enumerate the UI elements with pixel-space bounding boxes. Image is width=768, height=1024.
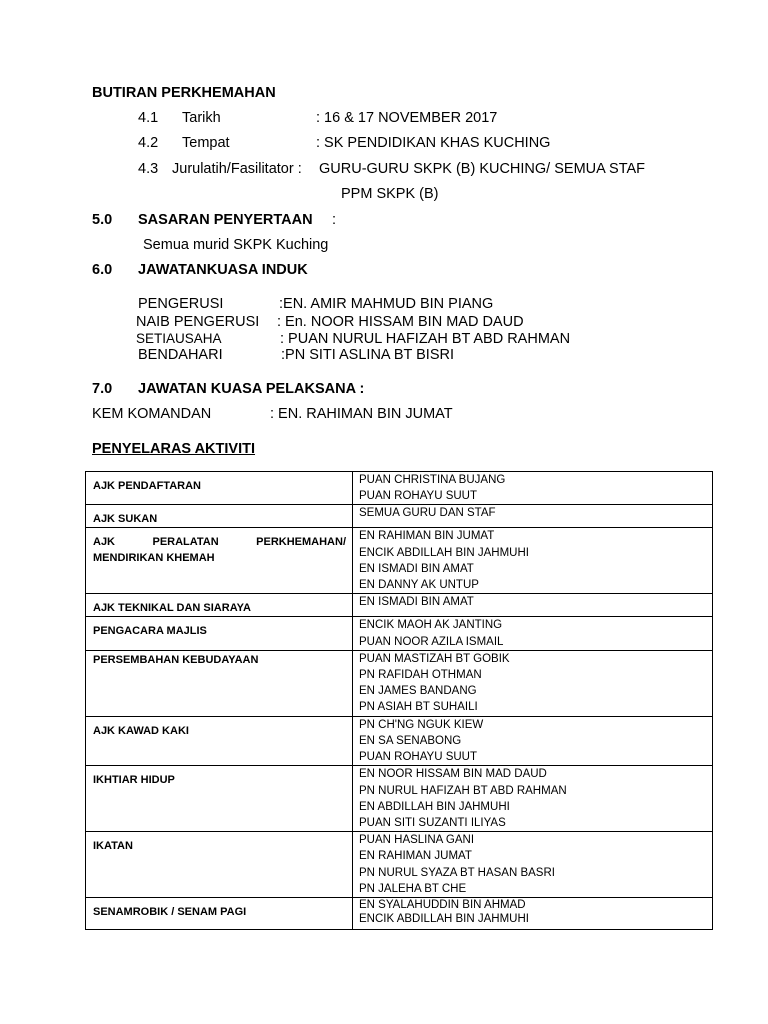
members-cell [353, 716, 713, 766]
item-4-2-label: Tempat [182, 135, 230, 151]
committee-cell [86, 505, 353, 528]
committee-label: AJK TEKNIKAL DAN SIARAYA [93, 602, 251, 615]
item-4-3-value: GURU-GURU SKPK (B) KUCHING/ SEMUA STAF [319, 161, 646, 177]
committee-label: PERSEMBAHAN KEBUDAYAAN [93, 653, 259, 666]
member-name: PUAN MASTIZAH BT GOBIK [359, 652, 510, 665]
table-row [86, 832, 713, 898]
pelaksana-num: 7.0 [92, 381, 113, 397]
committee-label: PENGACARA MAJLIS [93, 625, 207, 638]
members-cell [353, 528, 713, 594]
member-name: ENCIK ABDILLAH BIN JAHMUHI [359, 913, 529, 926]
member-name: PUAN HASLINA GANI [359, 834, 475, 847]
member-name: EN DANNY AK UNTUP [359, 579, 479, 592]
members-cell [353, 594, 713, 617]
committee-cell [86, 650, 353, 716]
item-4-2-num: 4.2 [138, 135, 159, 151]
penyelaras-heading: PENYELARAS AKTIVITI [92, 441, 256, 457]
member-name: PN CH'NG NGUK KIEW [359, 718, 484, 731]
induk-role-naib: NAIB PENGERUSI [136, 314, 260, 330]
member-name: EN ABDILLAH BIN JAHMUHI [359, 800, 510, 813]
member-name: ENCIK ABDILLAH BIN JAHMUHI [359, 546, 529, 559]
committee-cell [86, 832, 353, 898]
item-4-3-label: Jurulatih/Fasilitator : [172, 161, 302, 177]
induk-role-pengerusi: PENGERUSI [138, 296, 224, 312]
induk-role-setiausaha: SETIAUSAHA [136, 331, 222, 346]
butiran-heading: BUTIRAN PERKHEMAHAN [92, 85, 276, 101]
committee-cell [86, 528, 353, 594]
committee-label: AJK PERALATAN PERKHEMAHAN/ MENDIRIKAN KHEMAH [93, 536, 346, 565]
committee-label: AJK PENDAFTARAN [93, 480, 201, 492]
member-name: EN ISMADI BIN AMAT [359, 596, 474, 609]
members-cell [353, 472, 713, 505]
table-row [86, 528, 713, 594]
induk-num: 6.0 [92, 262, 113, 278]
member-name: PN JALEHA BT CHE [359, 882, 467, 895]
table-row [86, 650, 713, 716]
member-name: EN ISMADI BIN AMAT [359, 562, 474, 575]
member-name: PUAN ROHAYU SUUT [359, 751, 477, 764]
item-4-3-num: 4.3 [138, 161, 159, 177]
members-cell [353, 832, 713, 898]
table-row [86, 716, 713, 766]
item-4-1-value: : 16 & 17 NOVEMBER 2017 [316, 110, 498, 126]
table-row [86, 472, 713, 505]
member-name: EN RAHIMAN BIN JUMAT [359, 530, 495, 543]
committee-cell [86, 594, 353, 617]
member-name: PUAN ROHAYU SUUT [359, 490, 477, 503]
members-cell [353, 617, 713, 650]
induk-name-bendahari: :PN SITI ASLINA BT BISRI [281, 347, 454, 363]
item-4-1-label: Tarikh [182, 110, 221, 126]
member-name: PN NURUL HAFIZAH BT ABD RAHMAN [359, 784, 567, 797]
item-4-2-value: : SK PENDIDIKAN KHAS KUCHING [316, 135, 551, 151]
member-name: PN NURUL SYAZA BT HASAN BASRI [359, 866, 555, 879]
table-row [86, 594, 713, 617]
penyelaras-table [85, 471, 713, 930]
komandan-label: KEM KOMANDAN [92, 406, 212, 422]
sasaran-colon: : [332, 212, 337, 228]
member-name: EN SA SENABONG [359, 735, 462, 748]
table-row [86, 617, 713, 650]
induk-name-pengerusi: :EN. AMIR MAHMUD BIN PIANG [279, 296, 494, 312]
members-cell [353, 898, 713, 930]
members-cell [353, 766, 713, 832]
committee-label: AJK KAWAD KAKI [93, 724, 189, 737]
committee-label: AJK SUKAN [93, 513, 158, 526]
induk-name-naib: : En. NOOR HISSAM BIN MAD DAUD [277, 314, 524, 330]
member-name: PN ASIAH BT SUHAILI [359, 701, 478, 714]
committee-label: IKHTIAR HIDUP [93, 774, 175, 787]
induk-role-bendahari: BENDAHARI [138, 347, 223, 363]
table-row [86, 766, 713, 832]
sasaran-heading: SASARAN PENYERTAAN [138, 212, 313, 228]
member-name: EN NOOR HISSAM BIN MAD DAUD [359, 768, 547, 781]
committee-label: SENAMROBIK / SENAM PAGI [93, 906, 247, 919]
member-name: PN RAFIDAH OTHMAN [359, 669, 482, 682]
member-name: SEMUA GURU DAN STAF [359, 507, 496, 520]
committee-cell [86, 472, 353, 505]
members-cell [353, 650, 713, 716]
induk-name-setiausaha: : PUAN NURUL HAFIZAH BT ABD RAHMAN [280, 331, 571, 347]
item-4-3-value-cont: PPM SKPK (B) [341, 186, 439, 202]
sasaran-text: Semua murid SKPK Kuching [143, 237, 329, 253]
sasaran-num: 5.0 [92, 212, 113, 228]
member-name: PUAN CHRISTINA BUJANG [359, 474, 506, 486]
item-4-1-num: 4.1 [138, 110, 159, 126]
table-row [86, 898, 713, 930]
committee-cell [86, 766, 353, 832]
committee-cell [86, 716, 353, 766]
committee-cell [86, 617, 353, 650]
induk-heading: JAWATANKUASA INDUK [138, 262, 308, 278]
pelaksana-heading: JAWATAN KUASA PELAKSANA : [138, 381, 365, 397]
member-name: ENCIK MAOH AK JANTING [359, 619, 503, 632]
committee-cell [86, 898, 353, 930]
member-name: EN SYALAHUDDIN BIN AHMAD [359, 899, 526, 912]
member-name: EN RAHIMAN JUMAT [359, 850, 472, 863]
member-name: EN JAMES BANDANG [359, 685, 477, 698]
member-name: PUAN NOOR AZILA ISMAIL [359, 635, 504, 648]
members-cell [353, 505, 713, 528]
komandan-value: : EN. RAHIMAN BIN JUMAT [270, 406, 453, 422]
table-row [86, 505, 713, 528]
committee-label: IKATAN [93, 840, 133, 853]
member-name: PUAN SITI SUZANTI ILIYAS [359, 817, 506, 830]
